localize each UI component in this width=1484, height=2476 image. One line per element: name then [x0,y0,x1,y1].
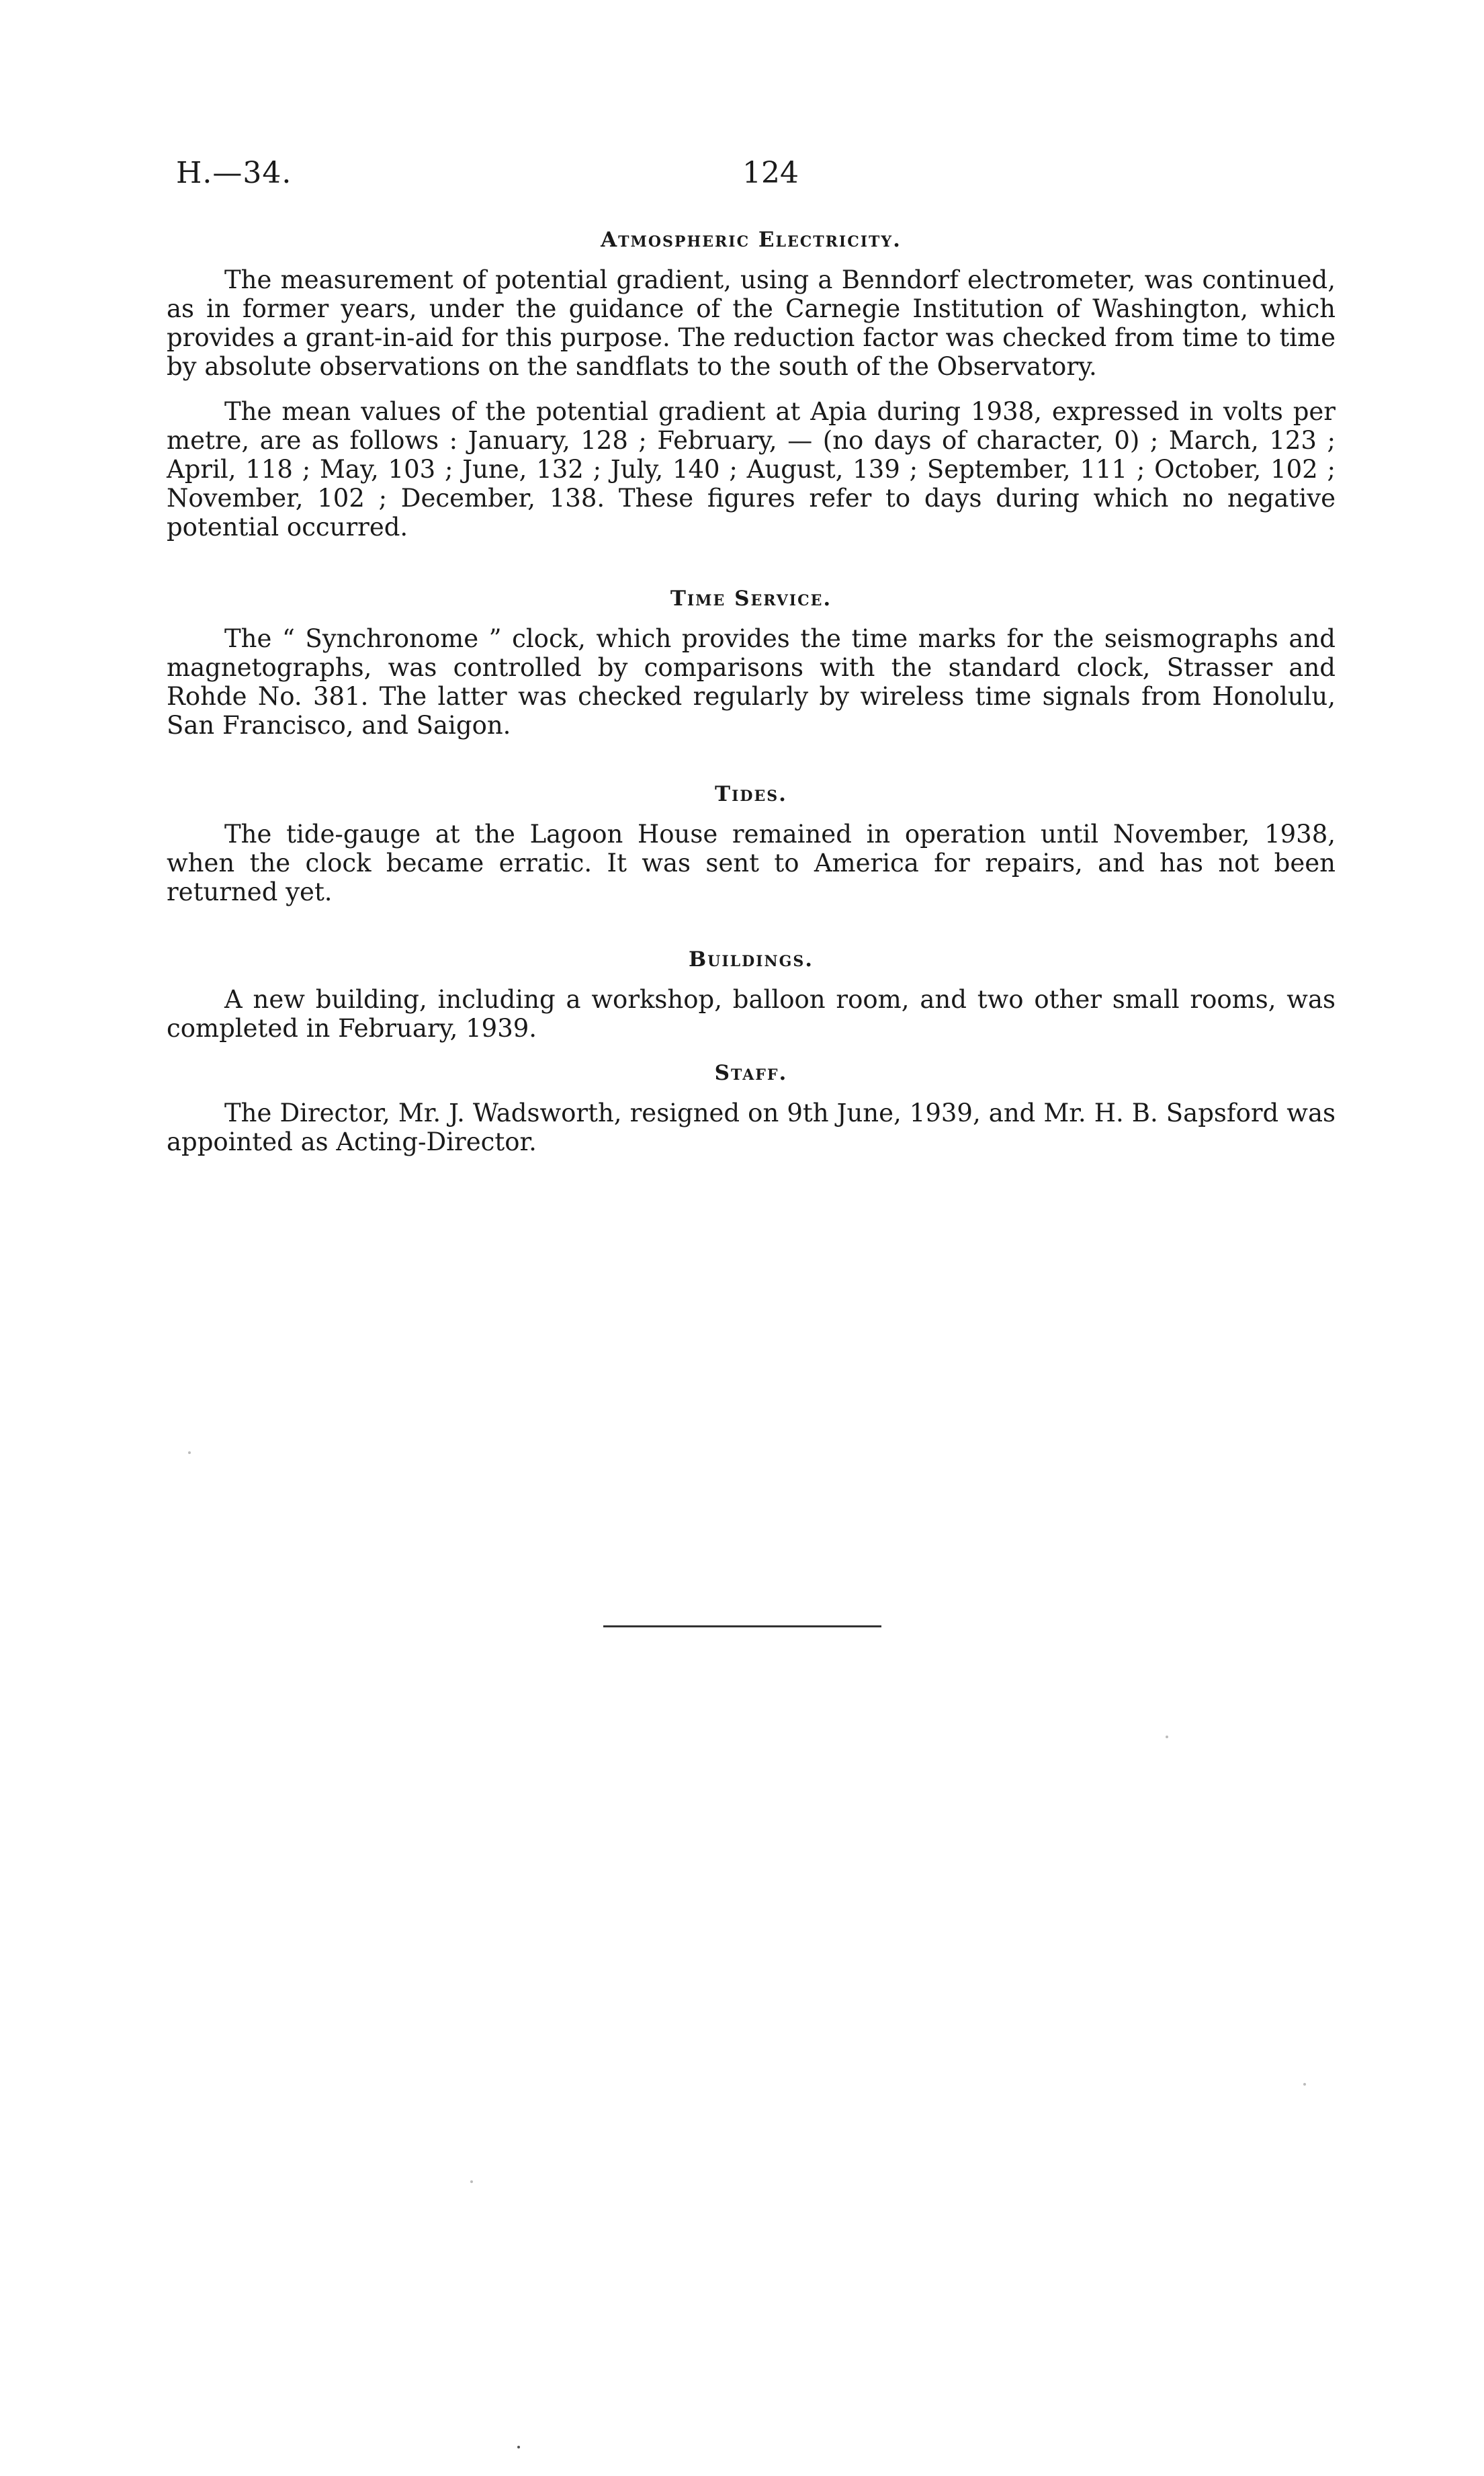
section-tides [167,780,1336,906]
section-atmospheric-electricity [167,226,1336,542]
section-heading: Time Service. [670,587,832,611]
section-time-service [167,585,1336,740]
scan-speck [470,2180,473,2183]
page-number: 124 [742,156,799,190]
page-body [167,226,1336,1172]
section-heading: Atmospheric Electricity. [601,228,902,252]
paragraph: The measurement of potential gradient, using a Benndorf electrometer, was continued, as in former years, under the guidance of the Carnegie Institution of Washington, which provides a grant-in-aid for this purpose. The reduction factor was checked from time to time by absolute observations on the sandflats to the south of the Observatory. [167,265,1336,381]
parliamentary-paper-reference: H.—34. [176,156,292,190]
section-buildings [167,945,1336,1043]
paragraph: The “ Synchronome ” clock, which provides the time marks for the seismographs and magnetographs, was controlled by comparisons with the standard clock, Strasser and Rohde No. 381. The latter was checked regularly by wireless time signals from Honolulu, San Francisco, and Saigon. [167,624,1336,740]
scan-speck [188,1451,191,1454]
paragraph: A new building, including a workshop, balloon room, and two other small rooms, was completed in February, 1939. [167,985,1336,1043]
section-staff [167,1059,1336,1156]
section-heading: Buildings. [688,947,814,972]
scan-speck [1303,2083,1306,2086]
section-heading: Tides. [715,782,787,806]
paragraph: The Director, Mr. J. Wadsworth, resigned on 9th June, 1939, and Mr. H. B. Sapsford was appointed as Acting-Director. [167,1099,1336,1156]
section-heading: Staff. [714,1061,788,1085]
end-of-section-rule [603,1625,881,1627]
scan-speck [1166,1736,1168,1738]
paragraph: The tide-gauge at the Lagoon House remained in operation until November, 1938, when the clock became erratic. It was sent to America for repairs, and has not been returned yet. [167,820,1336,906]
scan-speck [517,2446,520,2448]
paragraph: The mean values of the potential gradient at Apia during 1938, expressed in volts per metre, are as follows : January, 128 ; February, — (no days of character, 0) ; March, 123 ; April, 118 ; May, 103 ; June, 132 ; July, 140 ; August, 139 ; September, 111 ; October, 102 ; November, 102 ; December, 138. These figures refer to days during which no negative potential occurred. [167,397,1336,542]
